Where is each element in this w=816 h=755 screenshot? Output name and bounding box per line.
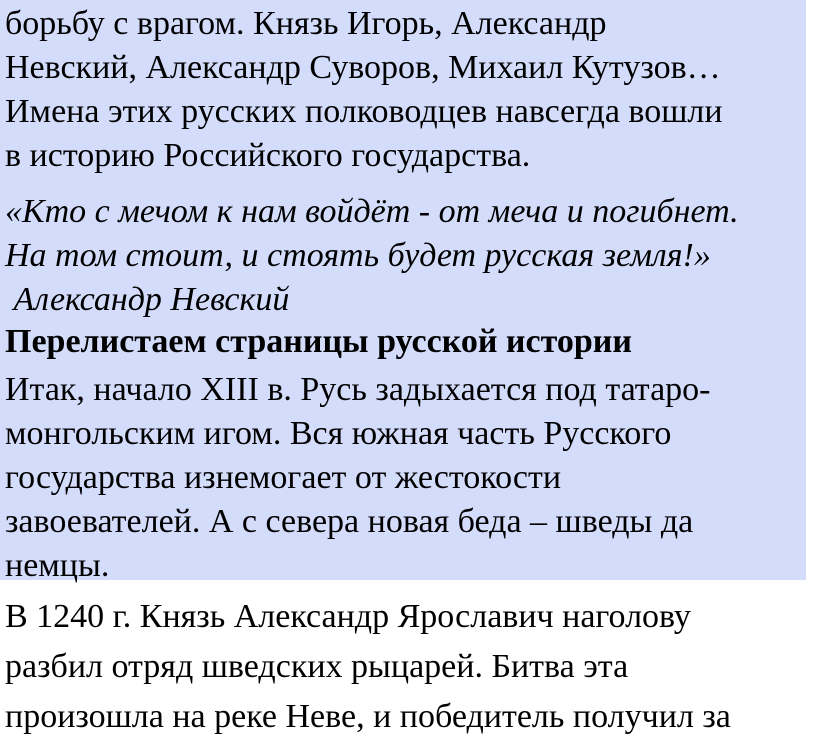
intro-line: Имена этих русских полководцев навсегда вошли <box>5 93 723 130</box>
battle-paragraph <box>5 592 810 742</box>
quote-paragraph <box>5 190 805 322</box>
quote-line: «Кто с мечом к нам войдёт - от меча и погибнет. <box>5 193 739 230</box>
history-line: Итак, начало XIII в. Русь задыхается под татаро- <box>5 371 711 408</box>
history-line: государства изнемогает от жестокости <box>5 459 562 496</box>
intro-line: в историю Российского государства. <box>5 137 531 174</box>
quote-line: На том стоит, и стоять будет русская земля!» <box>5 237 711 274</box>
intro-line: борьбу с врагом. Князь Игорь, Александр <box>5 5 607 42</box>
section-heading-text: Перелистаем страницы русской истории <box>5 323 632 360</box>
history-line: немцы. <box>5 547 110 584</box>
history-line: монгольским игом. Вся южная часть Русского <box>5 415 672 452</box>
intro-line: Невский, Александр Суворов, Михаил Кутузов… <box>5 49 721 86</box>
history-line: завоевателей. А с севера новая беда – шведы да <box>5 503 694 540</box>
intro-paragraph <box>5 2 805 178</box>
quote-author: Александр Невский <box>5 281 290 318</box>
battle-line: разбил отряд шведских рыцарей. Битва эта <box>5 648 629 685</box>
battle-line: В 1240 г. Князь Александр Ярославич наголову <box>5 598 691 635</box>
battle-line: произошла на реке Неве, и победитель получил за <box>5 698 731 735</box>
history-paragraph <box>5 368 805 588</box>
section-heading <box>5 320 805 364</box>
